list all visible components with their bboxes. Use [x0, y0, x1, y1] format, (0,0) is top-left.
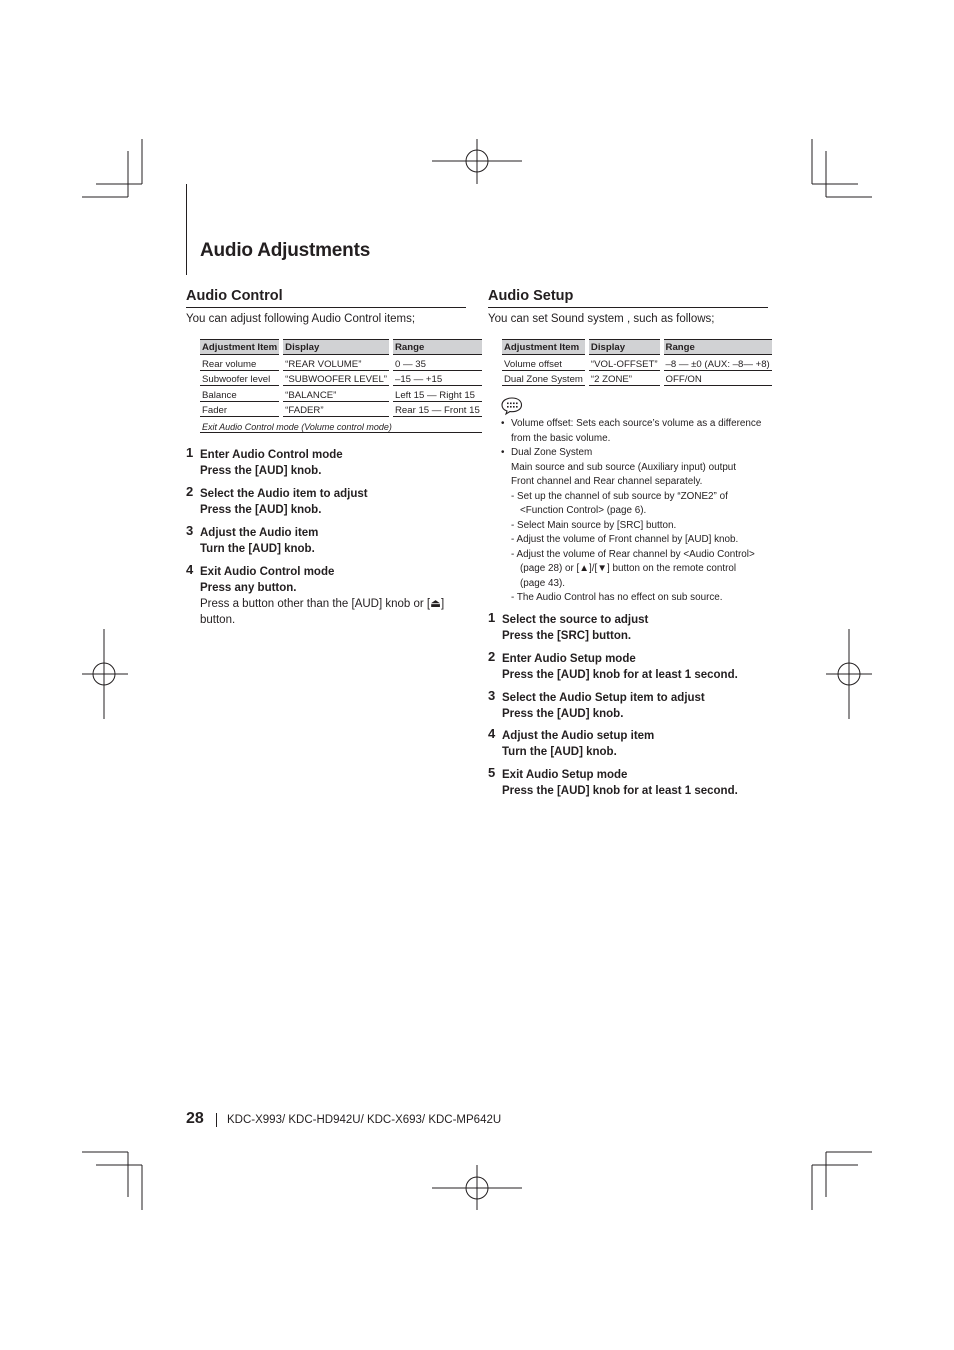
step-number: 2 [186, 484, 194, 499]
step-heading: Exit Audio Control mode [200, 566, 335, 578]
footer-models: KDC-X993/ KDC-HD942U/ KDC-X693/ KDC-MP642U [227, 1114, 502, 1126]
table-cell: Fader [200, 401, 281, 417]
step-number: 4 [186, 562, 194, 577]
table-cell: “REAR VOLUME” [281, 355, 391, 371]
step-heading: Adjust the Audio setup item [502, 730, 655, 742]
table-cell: Dual Zone System [502, 370, 587, 386]
step-action: Press the [AUD] knob for at least 1 second. [502, 669, 738, 681]
note-subitem: - The Audio Control has no effect on sub source. [511, 592, 723, 603]
step-heading: Exit Audio Setup mode [502, 769, 628, 781]
step-action: Press the [AUD] knob for at least 1 second. [502, 785, 738, 797]
step-number: 2 [488, 649, 496, 664]
table-row [502, 370, 772, 386]
step-action: Press the [AUD] knob. [502, 708, 624, 720]
step-number: 3 [488, 688, 496, 703]
table-row [502, 355, 772, 371]
table-header-row [502, 340, 772, 355]
note-subitem: - Set up the channel of sub source by “ZONE2” of [511, 490, 728, 502]
note-subitem-cont: <Function Control> (page 6). [520, 505, 647, 516]
table-cell: Subwoofer level [200, 370, 281, 386]
table-cell: “2 ZONE” [587, 370, 662, 386]
table-cell: –15 — +15 [391, 370, 482, 386]
step-action: Press the [AUD] knob. [200, 504, 322, 516]
step-number: 3 [186, 523, 194, 538]
page-number: 28 [186, 1110, 204, 1127]
step-number: 5 [488, 765, 496, 780]
table-row [200, 355, 482, 371]
table-header-row [200, 340, 482, 355]
title-side-bar [186, 184, 187, 275]
table-cell: Balance [200, 386, 281, 402]
table-header-cell: Adjustment Item [200, 340, 281, 355]
step-heading: Enter Audio Control mode [200, 449, 343, 461]
audio-setup-notes [500, 417, 770, 606]
audio-setup-title: Audio Setup [488, 288, 574, 304]
table-cell: 0 — 35 [391, 355, 482, 371]
audio-control-intro: You can adjust following Audio Control items; [186, 313, 416, 325]
table-cell: –8 — ±0 (AUX: –8— +8) [662, 355, 772, 371]
note-text: Front channel and Rear channel separately. [511, 476, 703, 487]
audio-control-title: Audio Control [186, 288, 283, 304]
table-cell: Rear volume [200, 355, 281, 371]
table-header-cell: Range [662, 340, 772, 355]
note-subitem: - Adjust the volume of Rear channel by <Audio Control> [511, 548, 755, 560]
table-cell: “SUBWOOFER LEVEL” [281, 370, 391, 386]
step-heading: Select the source to adjust [502, 614, 649, 626]
note-subitem-cont: (page 43). [520, 577, 566, 589]
step-heading: Enter Audio Setup mode [502, 653, 636, 665]
note-text: Main source and sub source (Auxiliary input) output [511, 461, 737, 473]
step-action: Press the [SRC] button. [502, 630, 632, 642]
table-row [200, 370, 482, 386]
table-cell: “FADER” [281, 401, 391, 417]
step-description: Press a button other than the [AUD] knob or [⏏] button. [200, 598, 445, 626]
step-action: Turn the [AUD] knob. [502, 746, 617, 758]
audio-control-rule [186, 307, 466, 308]
note-bullet: • Dual Zone System [500, 446, 770, 461]
table-note-row [200, 417, 482, 433]
audio-setup-table [502, 339, 772, 386]
step-heading: Select the Audio item to adjust [200, 488, 368, 500]
step-action: Press the [AUD] knob. [200, 465, 322, 477]
table-header-cell: Range [391, 340, 482, 355]
step-action: Press any button. [200, 582, 297, 594]
table-header-cell: Adjustment Item [502, 340, 587, 355]
table-cell: “VOL-OFFSET” [587, 355, 662, 371]
note-icon [500, 396, 524, 416]
note-subitem: - Select Main source by [SRC] button. [511, 519, 677, 531]
audio-setup-intro: You can set Sound system , such as follows; [488, 313, 715, 325]
step-number: 1 [488, 610, 496, 625]
table-cell: Volume offset [502, 355, 587, 371]
table-row [200, 386, 482, 402]
table-cell: “BALANCE” [281, 386, 391, 402]
note-text: from the basic volume. [511, 432, 611, 444]
step-heading: Select the Audio Setup item to adjust [502, 692, 705, 704]
note-subitem: - Adjust the volume of Front channel by [AUD] knob. [511, 534, 739, 545]
footer-divider [216, 1113, 217, 1127]
note-subitem-cont: (page 28) or [▲]/[▼] button on the remote control [520, 563, 737, 574]
table-header-cell: Display [281, 340, 391, 355]
note-bullet: • Volume offset: Sets each source’s volume as a difference [500, 417, 770, 432]
step-action: Turn the [AUD] knob. [200, 543, 315, 555]
table-cell: OFF/ON [662, 370, 772, 386]
audio-control-table [200, 339, 482, 433]
table-note: Exit Audio Control mode (Volume control mode) [200, 417, 482, 433]
step-number: 1 [186, 445, 194, 460]
table-cell: Left 15 — Right 15 [391, 386, 482, 402]
step-number: 4 [488, 726, 496, 741]
table-cell: Rear 15 — Front 15 [391, 401, 482, 417]
page-title: Audio Adjustments [200, 240, 371, 261]
step-heading: Adjust the Audio item [200, 527, 319, 539]
audio-setup-rule [488, 307, 768, 308]
table-row [200, 401, 482, 417]
table-header-cell: Display [587, 340, 662, 355]
